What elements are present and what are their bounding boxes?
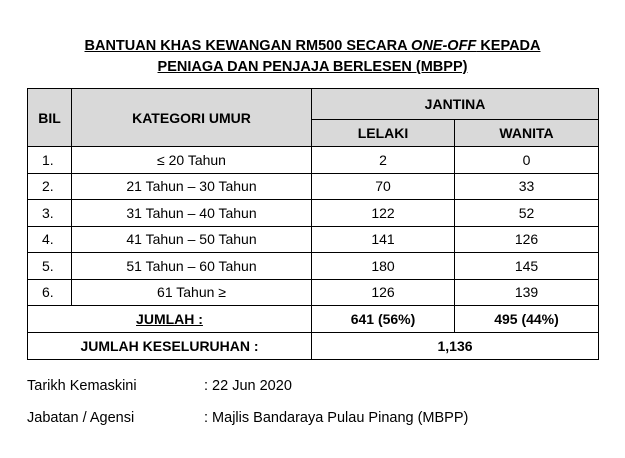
header-wanita: WANITA (455, 120, 599, 147)
header-kategori-umur: KATEGORI UMUR (72, 89, 312, 147)
row-bil: 5. (28, 253, 72, 280)
title-text-italic: ONE-OFF (411, 38, 477, 54)
row-bil: 6. (28, 279, 72, 306)
grand-total-row (28, 333, 599, 360)
row-lelaki: 2 (312, 147, 455, 174)
row-kategori: 51 Tahun – 60 Tahun (72, 253, 312, 280)
row-wanita: 139 (455, 279, 599, 306)
row-lelaki: 122 (312, 200, 455, 227)
row-lelaki: 141 (312, 226, 455, 253)
table-row (28, 200, 599, 227)
meta-department-value: : Majlis Bandaraya Pulau Pinang (MBPP) (204, 410, 469, 426)
meta-department-label: Jabatan / Agensi (27, 410, 135, 426)
total-row (28, 306, 599, 333)
row-bil: 4. (28, 226, 72, 253)
row-kategori: 21 Tahun – 30 Tahun (72, 173, 312, 200)
statistics-table (27, 88, 599, 360)
document-title-line-2 (0, 57, 625, 77)
header-bil: BIL (28, 89, 72, 147)
row-kategori: 61 Tahun ≥ (72, 279, 312, 306)
document-title-line-1 (0, 36, 625, 56)
row-bil: 1. (28, 147, 72, 174)
row-wanita: 33 (455, 173, 599, 200)
row-lelaki: 126 (312, 279, 455, 306)
grand-total-value: 1,136 (312, 333, 599, 360)
table-row (28, 147, 599, 174)
header-jantina: JANTINA (312, 89, 599, 120)
title-text-line2: PENIAGA DAN PENJAJA BERLESEN (MBPP) (157, 59, 468, 75)
table-row (28, 253, 599, 280)
total-label-text: JUMLAH : (136, 311, 203, 327)
row-wanita: 0 (455, 147, 599, 174)
row-bil: 3. (28, 200, 72, 227)
title-text-a: BANTUAN KHAS KEWANGAN RM500 SECARA (84, 38, 412, 54)
grand-total-label: JUMLAH KESELURUHAN : (28, 333, 312, 360)
row-kategori: 31 Tahun – 40 Tahun (72, 200, 312, 227)
total-wanita: 495 (44%) (455, 306, 599, 333)
row-wanita: 126 (455, 226, 599, 253)
header-lelaki: LELAKI (312, 120, 455, 147)
table-row (28, 279, 599, 306)
table-row (28, 226, 599, 253)
total-lelaki: 641 (56%) (312, 306, 455, 333)
title-text-c: KEPADA (476, 38, 541, 54)
row-wanita: 52 (455, 200, 599, 227)
row-lelaki: 70 (312, 173, 455, 200)
meta-date-value: : 22 Jun 2020 (204, 378, 292, 394)
row-wanita: 145 (455, 253, 599, 280)
table-row (28, 173, 599, 200)
total-label (28, 306, 312, 333)
row-lelaki: 180 (312, 253, 455, 280)
row-kategori: 41 Tahun – 50 Tahun (72, 226, 312, 253)
row-bil: 2. (28, 173, 72, 200)
meta-date-label: Tarikh Kemaskini (27, 378, 137, 394)
row-kategori: ≤ 20 Tahun (72, 147, 312, 174)
